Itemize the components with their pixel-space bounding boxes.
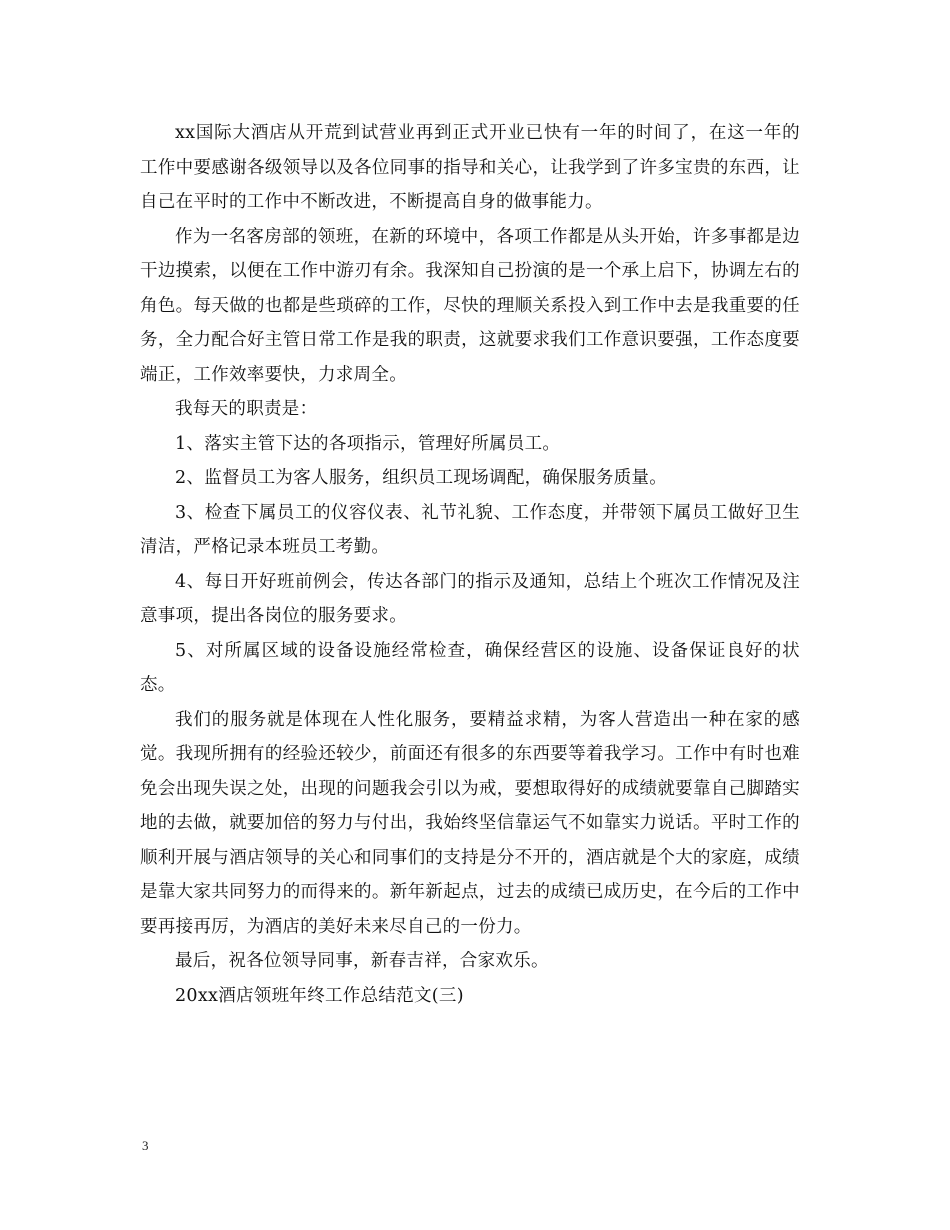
paragraph-duties-heading: 我每天的职责是： [175,399,318,419]
paragraph-role: 作为一名客房部的领班，在新的环境中，各项工作都是从头开始，许多事都是边干边摸索，以便在工作中游刃有余。我深知自己扮演的是一个承上启下，协调左右的角色。每天做的也都是些琐碎的工作，尽快的理顺关系投入到工作中去是我重要的任务，全力配合好主管日常工作是我的职责，这就要求我们工作意识要强，工作态度要端正，工作效率要快，力求周全。 [140,226,800,385]
paragraph-duty-4: 4、每日开好班前例会，传达各部门的指示及通知，总结上个班次工作情况及注意事项，提出各岗位的服务要求。 [140,571,800,626]
paragraph-duty-2: 2、监督员工为客人服务，组织员工现场调配，确保服务质量。 [175,468,668,488]
paragraph-closing: 最后，祝各位领导同事，新春吉祥，合家欢乐。 [175,951,549,971]
paragraph-duty-5: 5、对所属区域的设备设施经常检查，确保经营区的设施、设备保证良好的状态。 [140,640,800,695]
paragraph-next-title: 20xx酒店领班年终工作总结范文(三) [175,985,464,1006]
paragraph-duty-3: 3、检查下属员工的仪容仪表、礼节礼貌、工作态度，并带领下属员工做好卫生清洁，严格记录本班员工考勤。 [140,502,800,557]
paragraph-duty-1: 1、落实主管下达的各项指示，管理好所属员工。 [175,433,561,454]
paragraph-intro: xx国际大酒店从开荒到试营业再到正式开业已快有一年的时间了，在这一年的工作中要感谢各级领导以及各位同事的指导和关心，让我学到了许多宝贵的东西，让自己在平时的工作中不断改进，不断提高自身的做事能力。 [140,123,800,212]
paragraph-service: 我们的服务就是体现在人性化服务，要精益求精，为客人营造出一种在家的感觉。我现所拥有的经验还较少，前面还有很多的东西要等着我学习。工作中有时也难免会出现失误之处，出现的问题我会引以为戒，要想取得好的成绩就要靠自己脚踏实地的去做，就要加倍的努力与付出，我始终坚信靠运气不如靠实力说话。平时工作的顺利开展与酒店领导的关心和同事们的支持是分不开的，酒店就是个大的家庭，成绩是靠大家共同努力的而得来的。新年新起点，过去的成绩已成历史，在今后的工作中要再接再厉，为酒店的美好未来尽自己的一份力。 [140,709,800,937]
page-number: 3 [142,1138,149,1153]
document-body [140,116,800,1013]
